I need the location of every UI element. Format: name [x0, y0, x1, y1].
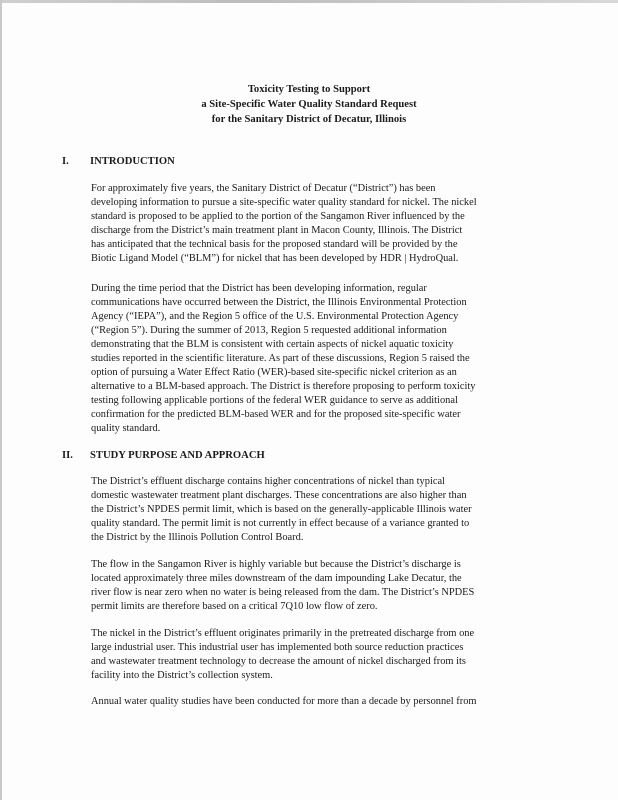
introduction-paragraph-1	[91, 182, 561, 266]
document-title	[0, 83, 618, 127]
section-title: INTRODUCTION	[90, 156, 175, 167]
text-line: quality standard. The permit limit is not currently in effect because of a variance granted to	[91, 518, 470, 530]
text-line: standard is proposed to be applied to the portion of the Sangamon River influenced by the	[91, 211, 465, 223]
text-line: The nickel in the District’s effluent originates primarily in the pretreated discharge from one	[91, 628, 475, 639]
text-line: option of pursuing a Water Effect Ratio (WER)-based site-specific nickel criterion as an	[91, 367, 457, 379]
text-line: and wastewater treatment technology to decrease the amount of nickel discharged from its	[91, 656, 466, 668]
text-line: confirmation for the predicted BLM-based WER and for the proposed site-specific water	[91, 409, 461, 421]
section-number: II.	[62, 450, 73, 461]
text-line: For approximately five years, the Sanitary District of Decatur (“District”) has been	[91, 183, 436, 194]
title-line-2: a Site-Specific Water Quality Standard Request	[201, 98, 417, 110]
text-line: developing information to pursue a site-specific water quality standard for nickel. The nickel	[91, 197, 477, 209]
text-line: located approximately three miles downstream of the dam impounding Lake Decatur, the	[91, 573, 462, 585]
title-line-1: Toxicity Testing to Support	[247, 84, 371, 95]
text-line: quality standard.	[91, 423, 161, 435]
text-line: river flow is near zero when no water is being released from the dam. The District’s NPDES	[91, 587, 475, 599]
study-paragraph-3	[91, 627, 561, 683]
title-line-3: for the Sanitary District of Decatur, Illinois	[211, 113, 407, 125]
text-line: permit limits are therefore based on a critical 7Q10 low flow of zero.	[91, 601, 378, 613]
text-line: alternative to a BLM-based approach. The District is therefore proposing to perform toxicity	[91, 381, 476, 393]
section-title: STUDY PURPOSE AND APPROACH	[90, 450, 265, 461]
text-line: large industrial user. This industrial user has implemented both source reduction practices	[91, 642, 464, 654]
text-line: facility into the District’s collection system.	[91, 670, 273, 682]
study-paragraph-2	[91, 558, 561, 614]
text-line: Agency (“IEPA”), and the Region 5 office of the U.S. Environmental Protection Agency	[91, 311, 459, 323]
text-line: Biotic Ligand Model (“BLM”) for nickel that has been developed by HDR | HydroQual.	[91, 253, 459, 265]
study-paragraph-1	[91, 475, 561, 545]
text-line: (“Region 5”). During the summer of 2013, Region 5 requested additional information	[91, 325, 447, 337]
text-line: discharge from the District’s main treatment plant in Macon County, Illinois. The District	[91, 225, 463, 237]
section-heading-introduction	[62, 156, 175, 167]
text-line: During the time period that the District has been developing information, regular	[91, 283, 427, 294]
text-line: domestic wastewater treatment plant discharges. These concentrations are also higher than	[91, 490, 467, 502]
text-line: the District’s NPDES permit limit, which is based on the generally-applicable Illinois water	[91, 504, 472, 516]
text-line: demonstrating that the BLM is consistent with certain aspects of nickel aquatic toxicity	[91, 339, 454, 351]
text-line: The District’s effluent discharge contains higher concentrations of nickel than typical	[91, 476, 445, 487]
introduction-paragraph-2	[91, 282, 561, 437]
study-paragraph-4	[91, 695, 561, 709]
text-line: the District by the Illinois Pollution Control Board.	[91, 532, 304, 544]
section-heading-study-purpose	[62, 450, 265, 461]
text-line: The flow in the Sangamon River is highly variable but because the District’s discharge is	[91, 559, 461, 570]
text-line: testing following applicable portions of the federal WER guidance to serve as additional	[91, 395, 458, 407]
text-line: communications have occurred between the District, the Illinois Environmental Protection	[91, 297, 467, 309]
text-line: has anticipated that the technical basis for the proposed standard will be provided by the	[91, 239, 458, 251]
text-line: Annual water quality studies have been conducted for more than a decade by personnel from	[91, 696, 477, 707]
scan-edge-top	[0, 0, 618, 3]
section-number: I.	[62, 156, 69, 167]
text-line: studies reported in the scientific literature. As part of these discussions, Region 5 raised the	[91, 353, 470, 365]
